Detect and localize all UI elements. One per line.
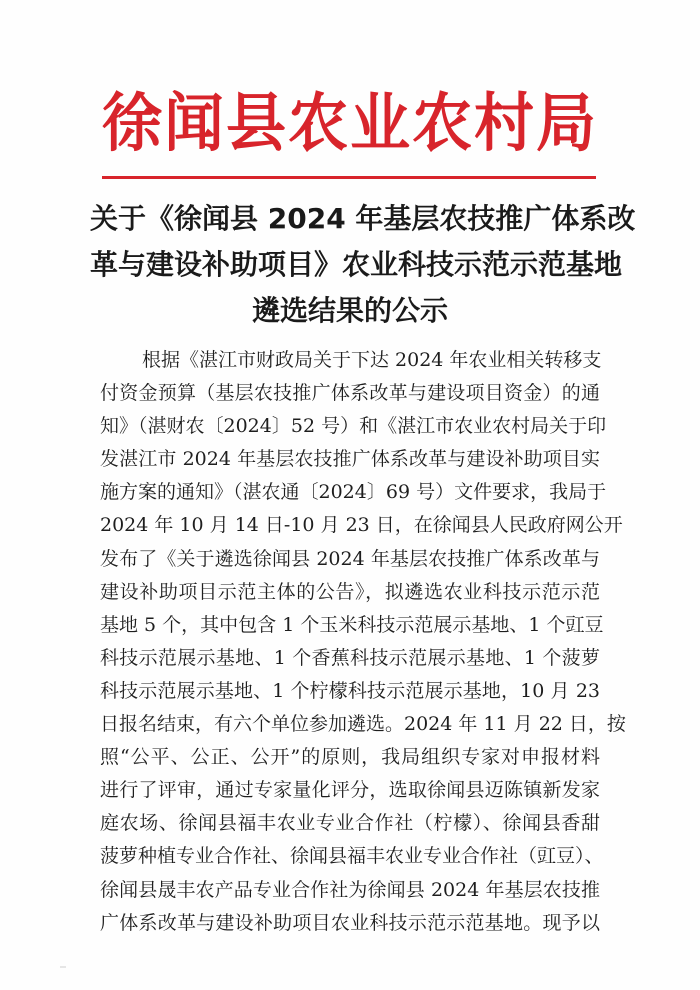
body-line: 发湛江市 2024 年基层农技推广体系改革与建设补助项目实 — [100, 448, 600, 471]
document-body — [100, 344, 626, 940]
title-line-1: 关于《徐闻县 2024 年基层农技推广体系改 — [90, 202, 636, 235]
body-line: 科技示范展示基地、1 个柠檬科技示范展示基地，10 月 23 — [100, 679, 600, 702]
body-line: 进行了评审，通过专家量化评分，选取徐闻县迈陈镇新发家 — [100, 779, 600, 802]
body-line: 科技示范展示基地、1 个香蕉科技示范展示基地、1 个菠萝 — [100, 646, 600, 669]
body-line: 徐闻县晟丰农产品专业合作社为徐闻县 2024 年基层农技推 — [100, 878, 600, 901]
title-line-3: 遴选结果的公示 — [251, 294, 448, 327]
body-line: 付资金预算（基层农技推广体系改革与建设项目资金）的通 — [100, 382, 600, 405]
organization-header: 徐闻县农业农村局 — [102, 86, 598, 162]
body-line: 根据《湛江市财政局关于下达 2024 年农业相关转移支 — [142, 349, 602, 371]
body-line: 广体系改革与建设补助项目农业科技示范示范基地。现予以 — [100, 911, 600, 934]
body-line: 知》（湛财农〔2024〕52 号）和《湛江市农业农村局关于印 — [100, 415, 607, 438]
body-line: 发布了《关于遴选徐闻县 2024 年基层农技推广体系改革与 — [100, 547, 600, 570]
body-line: 菠萝种植专业合作社、徐闻县福丰农业专业合作社（豇豆）、 — [100, 845, 604, 868]
title-line-2: 革与建设补助项目》农业科技示范示范基地 — [90, 248, 623, 281]
body-line: 基地 5 个，其中包含 1 个玉米科技示范展示基地、1 个豇豆 — [100, 613, 604, 636]
body-line: 建设补助项目示范主体的公告》，拟遴选农业科技示范示范 — [100, 580, 600, 603]
document-title — [90, 196, 636, 334]
header-divider — [102, 176, 596, 179]
body-line: 庭农场、徐闻县福丰农业专业合作社（柠檬）、徐闻县香甜 — [100, 812, 600, 835]
body-line: 2024 年 10 月 14 日-10 月 23 日，在徐闻县人民政府网公开 — [100, 514, 623, 537]
body-line: 日报名结束，有六个单位参加遴选。2024 年 11 月 22 日，按 — [100, 713, 626, 736]
page-speck — [60, 966, 66, 968]
body-line: 照“公平、公正、公开”的原则，我局组织专家对申报材料 — [100, 746, 600, 769]
body-line: 施方案的通知》（湛农通〔2024〕69 号）文件要求，我局于 — [100, 481, 607, 504]
